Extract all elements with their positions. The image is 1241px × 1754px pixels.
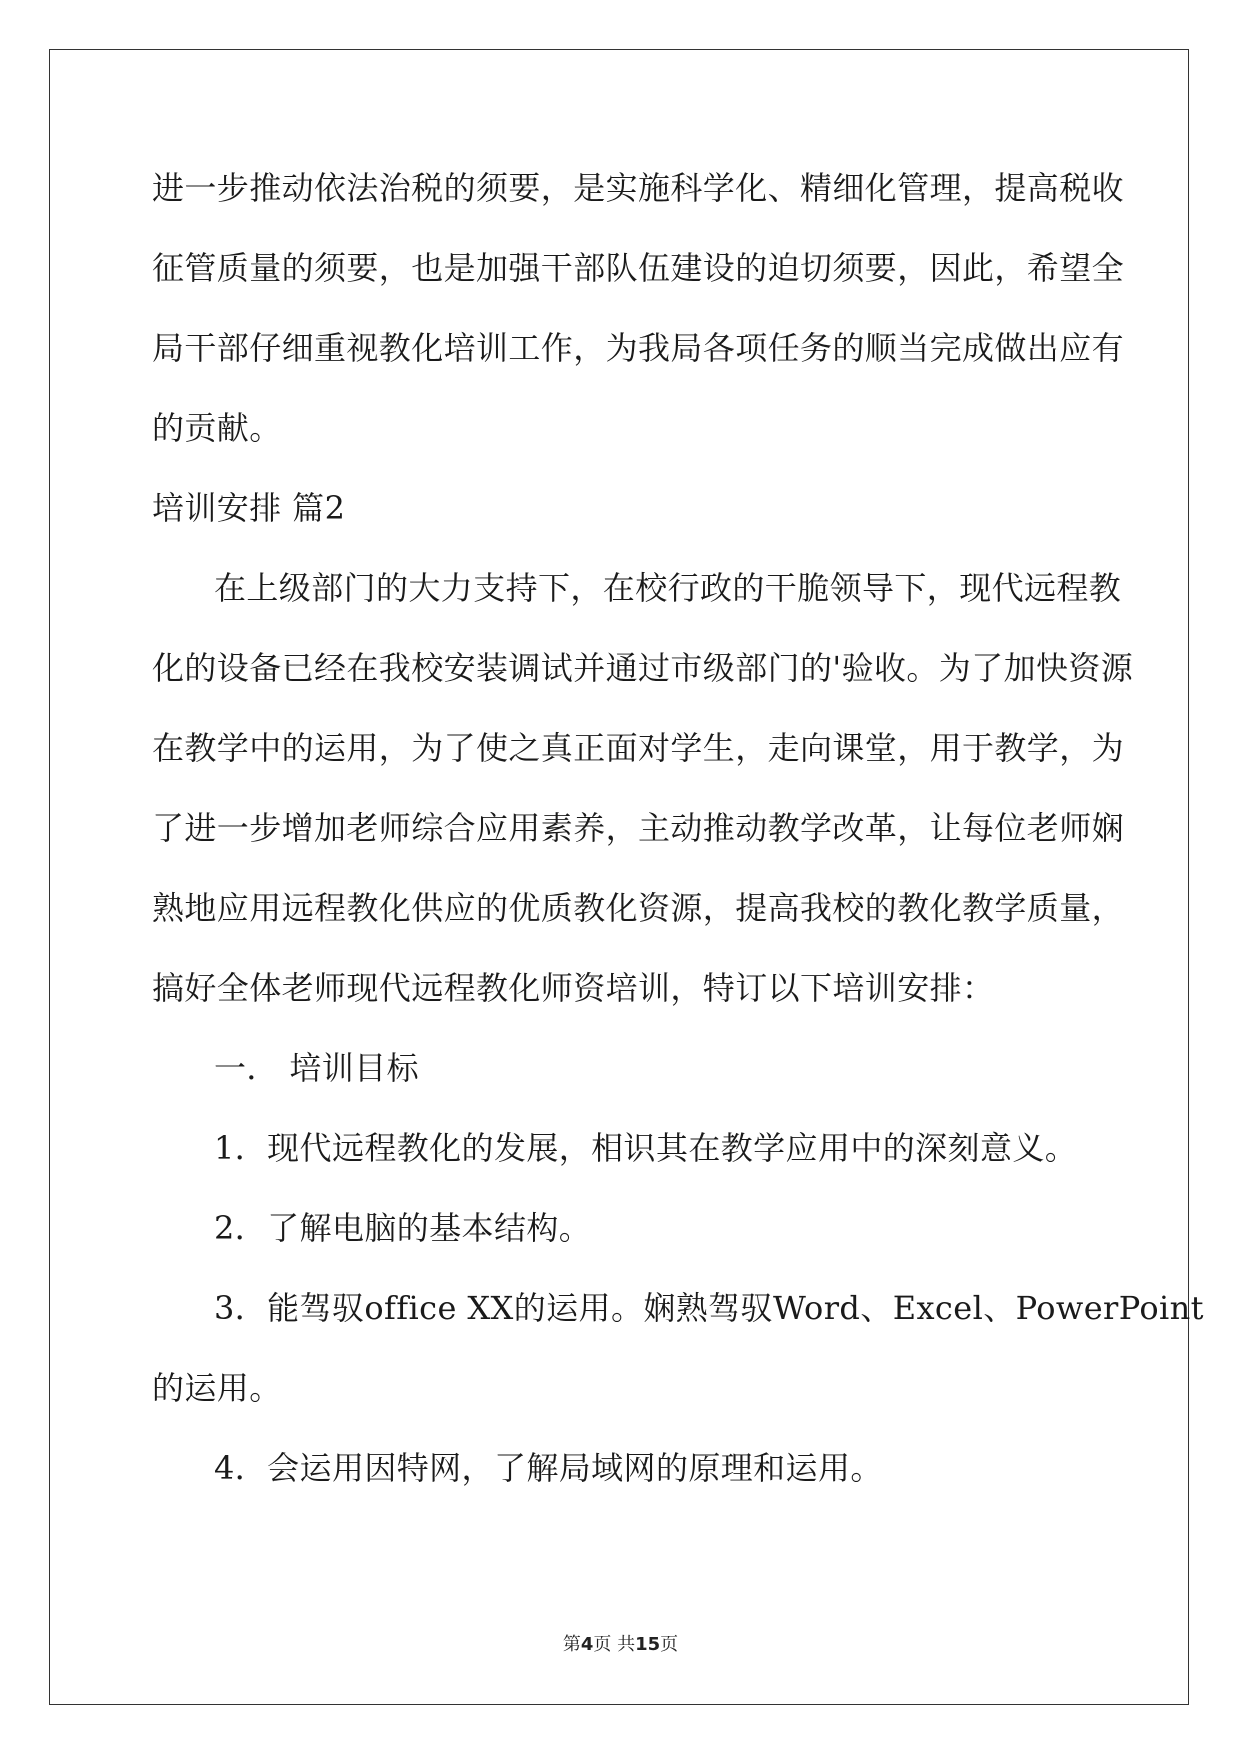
page-number-footer — [0, 1630, 1241, 1656]
body-text-line: 熟地应用远程教化供应的优质教化资源，提高我校的教化教学质量， — [152, 889, 1125, 927]
list-item: 1．现代远程教化的发展，相识其在教学应用中的深刻意义。 — [214, 1129, 1078, 1167]
body-text-line: 搞好全体老师现代远程教化师资培训，特订以下培训安排： — [152, 969, 995, 1007]
body-text-line: 的贡献。 — [152, 409, 282, 447]
body-text-line: 进一步推动依法治税的须要，是实施科学化、精细化管理，提高税收 — [152, 169, 1125, 207]
list-item: 2．了解电脑的基本结构。 — [214, 1209, 592, 1247]
list-item-continuation: 的运用。 — [152, 1369, 282, 1407]
body-text-line: 了进一步增加老师综合应用素养，主动推动教学改革，让每位老师娴 — [152, 809, 1125, 847]
list-item: 4．会运用因特网，了解局域网的原理和运用。 — [214, 1449, 883, 1487]
page-mid: 页 共 — [593, 1634, 636, 1655]
subsection-heading: 一． 培训目标 — [214, 1049, 419, 1087]
body-text-line: 在教学中的运用，为了使之真正面对学生，走向课堂，用于教学，为 — [152, 729, 1125, 767]
page-current: 4 — [580, 1634, 594, 1655]
page-prefix: 第 — [562, 1634, 581, 1655]
body-text-line: 征管质量的须要，也是加强干部队伍建设的迫切须要，因此，希望全 — [152, 249, 1125, 287]
body-text-line: 化的设备已经在我校安装调试并通过市级部门的'验收。为了加快资源 — [152, 649, 1134, 687]
page-total: 15 — [635, 1634, 661, 1655]
page-suffix: 页 — [660, 1634, 679, 1655]
body-text-line: 在上级部门的大力支持下，在校行政的干脆领导下，现代远程教 — [214, 569, 1122, 607]
list-item: 3．能驾驭office XX的运用。娴熟驾驭Word、Excel、PowerPoint — [214, 1289, 1204, 1327]
section-heading: 培训安排 篇2 — [152, 489, 346, 527]
body-text-line: 局干部仔细重视教化培训工作，为我局各项任务的顺当完成做出应有 — [152, 329, 1125, 367]
